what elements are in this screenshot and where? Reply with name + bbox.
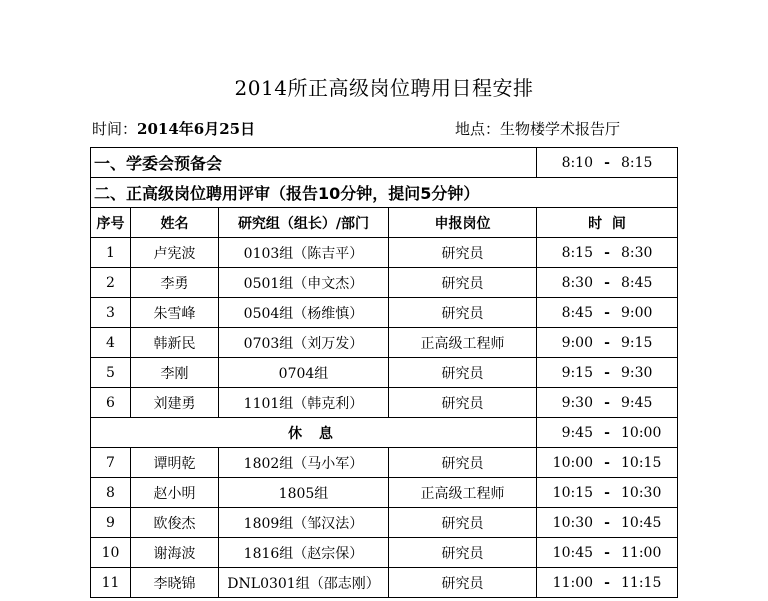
time-value: 2014年6月25日 bbox=[137, 120, 256, 138]
cell-position: 研究员 bbox=[389, 358, 537, 388]
cell-no: 10 bbox=[91, 538, 131, 568]
time-cell: 10:30 - 10:45 bbox=[537, 508, 678, 538]
cell-no: 9 bbox=[91, 508, 131, 538]
cell-position: 研究员 bbox=[389, 568, 537, 598]
cell-no: 7 bbox=[91, 448, 131, 478]
cell-group: 0504组（杨维慎） bbox=[219, 298, 389, 328]
time-cell: 8:45 - 9:00 bbox=[537, 298, 678, 328]
break-label: 休 息 bbox=[91, 418, 537, 448]
cell-group: 1809组（邹汉法） bbox=[219, 508, 389, 538]
time-cell: 8:10 - 8:15 bbox=[537, 148, 678, 178]
cell-group: 0704组 bbox=[219, 358, 389, 388]
cell-position: 研究员 bbox=[389, 508, 537, 538]
section-label: 二、正高级岗位聘用评审（报告10分钟，提问5分钟） bbox=[91, 178, 678, 208]
table-row bbox=[91, 328, 678, 358]
cell-group: DNL0301组（邵志刚） bbox=[219, 568, 389, 598]
cell-group: 1805组 bbox=[219, 478, 389, 508]
schedule-date bbox=[92, 118, 255, 139]
cell-no: 2 bbox=[91, 268, 131, 298]
cell-name: 谭明乾 bbox=[131, 448, 219, 478]
cell-no: 1 bbox=[91, 238, 131, 268]
time-cell: 8:30 - 8:45 bbox=[537, 268, 678, 298]
time-cell: 9:30 - 9:45 bbox=[537, 388, 678, 418]
time-cell: 11:00 - 11:15 bbox=[537, 568, 678, 598]
section-label: 一、学委会预备会 bbox=[91, 148, 537, 178]
cell-position: 正高级工程师 bbox=[389, 478, 537, 508]
section-row-prep-meeting bbox=[91, 148, 678, 178]
cell-group: 0703组（刘万发） bbox=[219, 328, 389, 358]
time-cell: 10:15 - 10:30 bbox=[537, 478, 678, 508]
table-row bbox=[91, 508, 678, 538]
section-row-review bbox=[91, 178, 678, 208]
cell-position: 研究员 bbox=[389, 448, 537, 478]
cell-name: 卢宪波 bbox=[131, 238, 219, 268]
cell-no: 3 bbox=[91, 298, 131, 328]
table-row bbox=[91, 478, 678, 508]
table-row bbox=[91, 268, 678, 298]
header-time: 时 间 bbox=[537, 208, 678, 238]
time-cell: 9:00 - 9:15 bbox=[537, 328, 678, 358]
schedule-table bbox=[90, 147, 678, 598]
schedule-location: 地点：生物楼学术报告厅 bbox=[455, 120, 621, 138]
cell-name: 谢海波 bbox=[131, 538, 219, 568]
rows-group-1 bbox=[91, 238, 678, 418]
page-title: 2014所正高级岗位聘用日程安排 bbox=[234, 76, 534, 100]
header-group: 研究组（组长）/部门 bbox=[219, 208, 389, 238]
table-header bbox=[91, 208, 678, 238]
table-row bbox=[91, 448, 678, 478]
time-cell: 8:15 - 8:30 bbox=[537, 238, 678, 268]
cell-no: 5 bbox=[91, 358, 131, 388]
cell-group: 1816组（赵宗保） bbox=[219, 538, 389, 568]
cell-name: 韩新民 bbox=[131, 328, 219, 358]
time-cell: 10:45 - 11:00 bbox=[537, 538, 678, 568]
cell-position: 研究员 bbox=[389, 238, 537, 268]
header-no: 序号 bbox=[91, 208, 131, 238]
cell-position: 研究员 bbox=[389, 538, 537, 568]
cell-position: 正高级工程师 bbox=[389, 328, 537, 358]
cell-no: 11 bbox=[91, 568, 131, 598]
cell-no: 6 bbox=[91, 388, 131, 418]
time-cell: 9:15 - 9:30 bbox=[537, 358, 678, 388]
cell-name: 李勇 bbox=[131, 268, 219, 298]
cell-name: 李晓锦 bbox=[131, 568, 219, 598]
table-row bbox=[91, 238, 678, 268]
cell-name: 赵小明 bbox=[131, 478, 219, 508]
cell-no: 4 bbox=[91, 328, 131, 358]
cell-position: 研究员 bbox=[389, 298, 537, 328]
header-position: 申报岗位 bbox=[389, 208, 537, 238]
cell-position: 研究员 bbox=[389, 268, 537, 298]
cell-name: 欧俊杰 bbox=[131, 508, 219, 538]
table-row bbox=[91, 358, 678, 388]
time-cell: 9:45 - 10:00 bbox=[537, 418, 678, 448]
cell-group: 0103组（陈吉平） bbox=[219, 238, 389, 268]
table-row bbox=[91, 298, 678, 328]
time-cell: 10:00 - 10:15 bbox=[537, 448, 678, 478]
rows-group-2 bbox=[91, 448, 678, 598]
table-row bbox=[91, 388, 678, 418]
table-row bbox=[91, 538, 678, 568]
cell-name: 李刚 bbox=[131, 358, 219, 388]
table-row bbox=[91, 568, 678, 598]
header-name: 姓名 bbox=[131, 208, 219, 238]
cell-name: 刘建勇 bbox=[131, 388, 219, 418]
cell-name: 朱雪峰 bbox=[131, 298, 219, 328]
time-label: 时间： bbox=[92, 120, 138, 138]
break-row bbox=[91, 418, 678, 448]
cell-no: 8 bbox=[91, 478, 131, 508]
cell-group: 0501组（申文杰） bbox=[219, 268, 389, 298]
cell-group: 1802组（马小军） bbox=[219, 448, 389, 478]
cell-position: 研究员 bbox=[389, 388, 537, 418]
cell-group: 1101组（韩克利） bbox=[219, 388, 389, 418]
